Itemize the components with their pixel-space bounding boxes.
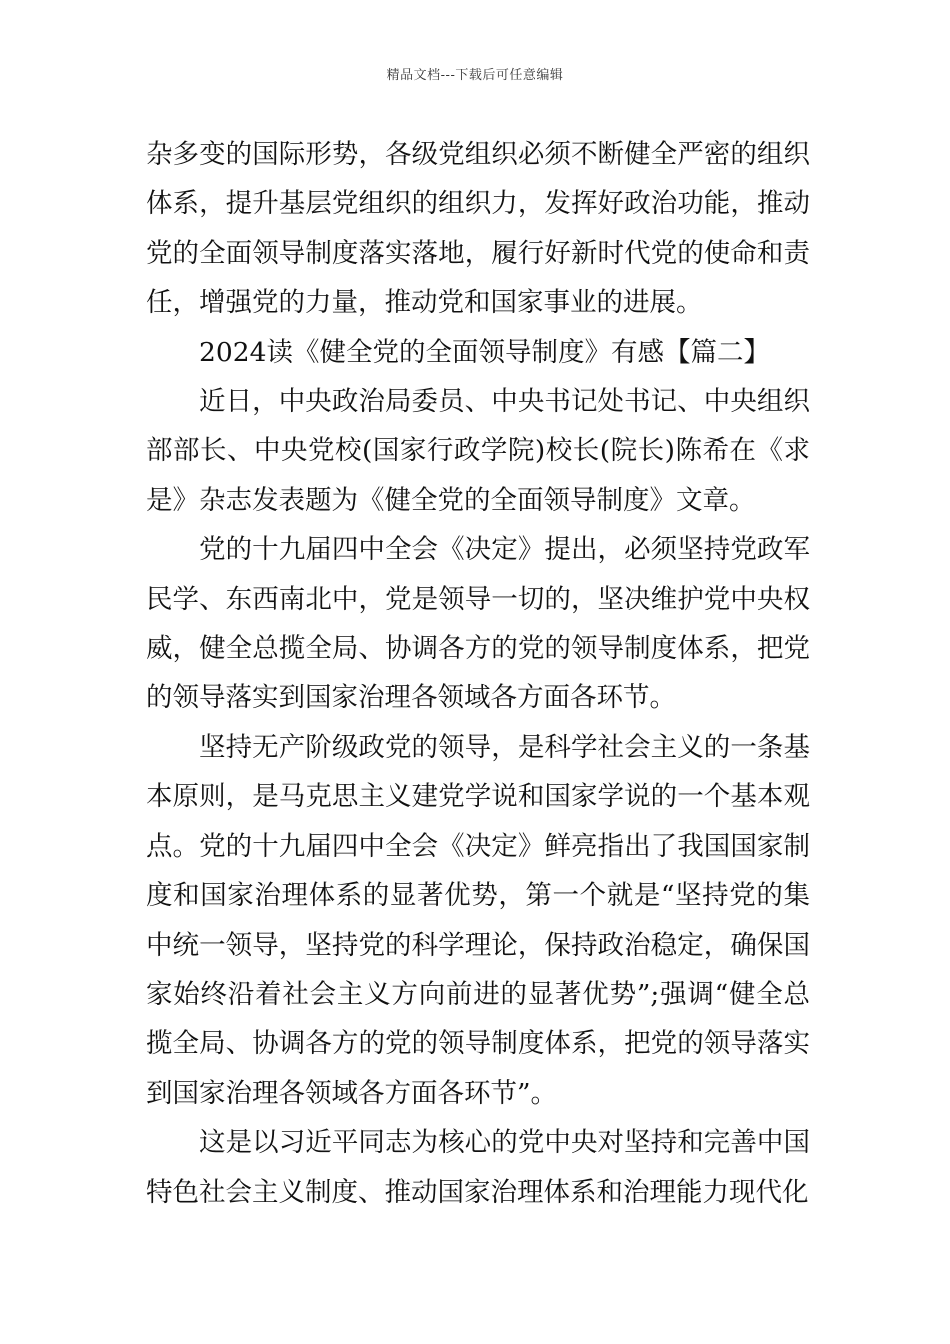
paragraph-5: 这是以习近平同志为核心的党中央对坚持和完善中国特色社会主义制度、推动国家治理体系和治理能力现代化 — [146, 1127, 810, 1208]
document-body — [146, 130, 810, 1217]
section-heading: 2024读《健全党的全面领导制度》有感【篇二】 — [199, 336, 770, 368]
paragraph-2: 近日，中央政治局委员、中央书记处书记、中央组织部部长、中央党校(国家行政学院)校长(院长)陈希在《求是》杂志发表题为《健全党的全面领导制度》文章。 — [146, 386, 810, 516]
paragraph-4: 坚持无产阶级政党的领导，是科学社会主义的一条基本原则，是马克思主义建党学说和国家学说的一个基本观点。党的十九届四中全会《决定》鲜亮指出了我国国家制度和国家治理体系的显著优势，第一个就是“坚持党的集中统一领导，坚持党的科学理论，保持政治稳定，确保国家始终沿着社会主义方向前进的显著优势”;强调“健全总揽全局、协调各方的党的领导制度体系，把党的领导落实到国家治理各领域各方面各环节”。 — [146, 731, 810, 1109]
paragraph-3: 党的十九届四中全会《决定》提出，必须坚持党政军民学、东西南北中，党是领导一切的，坚决维护党中央权威，健全总揽全局、协调各方的党的领导制度体系，把党的领导落实到国家治理各领域各方面各环节。 — [146, 534, 810, 714]
page-header: 精品文档---下载后可任意编辑 — [386, 68, 564, 83]
paragraph-1: 杂多变的国际形势，各级党组织必须不断健全严密的组织体系，提升基层党组织的组织力，发挥好政治功能，推动党的全面领导制度落实落地，履行好新时代党的使命和责任，增强党的力量，推动党和国家事业的进展。 — [146, 139, 810, 319]
